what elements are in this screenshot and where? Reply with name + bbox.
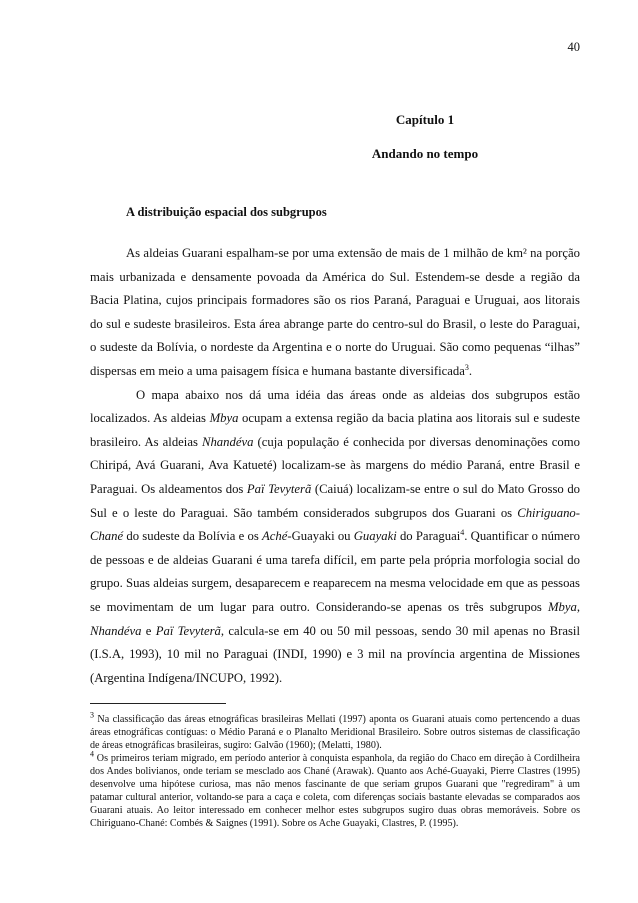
chapter-label: Capítulo 1 [395, 112, 455, 127]
body-text [90, 242, 580, 690]
page-number: 40 [567, 40, 580, 54]
paragraph-2: O mapa abaixo nos dá uma idéia das áreas onde as aldeias dos subgrupos estão localizados. As aldeias Mbya ocupam a extensa região da bacia platina aos litorais sul e sudeste brasileiro. As aldeias Nhandéva (cuja população é conhecida por diversas denominações como Chiripá, Avá Guarani, Ava Katueté) localizam-se às margens do médio Paraná, entre Brasil e Paraguai. Os aldeamentos dos Paï Tevyterã (Caiuá) localizam-se entre o sul do Mato Grosso do Sul e o leste do Paraguai. São também considerados subgrupos dos Guarani os Chiriguano-Chané do sudeste da Bolívia e os Aché-Guayaki ou Guayaki do Paraguai$^4$. Quantificar o número de pessoas e de aldeias Guarani é uma tarefa difícil, em parte pela própria morfologia social do grupo. Suas aldeias surgem, desaparecem e reaparecem na mesma velocidade em que as pessoas se movimentam de um lugar para outro. Considerando-se apenas os três subgrupos Mbya, Nhandéva e Paï Tevyterã, calcula-se em 40 ou 50 mil pessoas, sendo 30 mil apenas no Brasil (I.S.A, 1993), 10 mil no Paraguai (INDI, 1990) e 3 mil na província argentina de Missiones (Argentina Indígena/INCUPO, 1992). [90, 387, 581, 685]
footnote-4: $^4$ Os primeiros teriam migrado, em período anterior à conquista espanhola, da região do Chaco em direção à Cordilheira dos Andes bolivianos, onde teriam se mesclado aos Chané (Arawak). Quanto aos Aché-Guayaki, Pierre Clastres (1995) desenvolve uma hipótese curiosa, mas não menos fascinante de que seriam grupos Guarani que "regrediram" à um patamar cultural anterior, voltando-se para a caça e coleta, com diferenças sociais bastante elevadas se comparados aos Guarani atuais. Ao leitor interessado em conhecer melhor estes subgrupos sugiro duas obras memoráveis. Sobre os Chiriguano-Chané: Combés & Saignes (1991). Sobre os Ache Guayaki, Clastres, P. (1995). [90, 749, 580, 829]
footnote-ref-4: 4 [460, 527, 465, 537]
paragraph-1: As aldeias Guarani espalham-se por uma extensão de mais de 1 milhão de km² na porção mais urbanizada e densamente povoada da América do Sul. Estendem-se desde a região da Bacia Platina, cujos principais formadores são os rios Paraná, Paraguai e Uruguai, aos litorais do sul e sudeste brasileiros. Esta área abrange parte do centro-sul do Brasil, o leste do Paraguai, o sudeste da Bolívia, o nordeste da Argentina e o norte do Uruguai. São como pequenas “ilhas” dispersas em meio a uma paisagem física e humana bastante diversificada$^3$. [90, 246, 580, 378]
section-heading: A distribuição espacial dos subgrupos [126, 205, 327, 219]
footnote-divider [90, 703, 226, 704]
footnote-3: $^3$ Na classificação das áreas etnográficas brasileiras Mellati (1997) aponta os Guarani atuais como pertencendo a duas áreas etnográficas contíguas: o Médio Paraná e o Planalto Meridional Brasileiro. Sobre outros sistemas de classificação de áreas etnográficas brasileiras, sugiro: Galvão (1960); (Melatti, 1980). [90, 710, 580, 751]
chapter-header [90, 112, 580, 162]
footnotes [90, 710, 580, 830]
footnote-ref-3: 3 [464, 362, 469, 372]
chapter-title: Andando no tempo [371, 146, 479, 161]
